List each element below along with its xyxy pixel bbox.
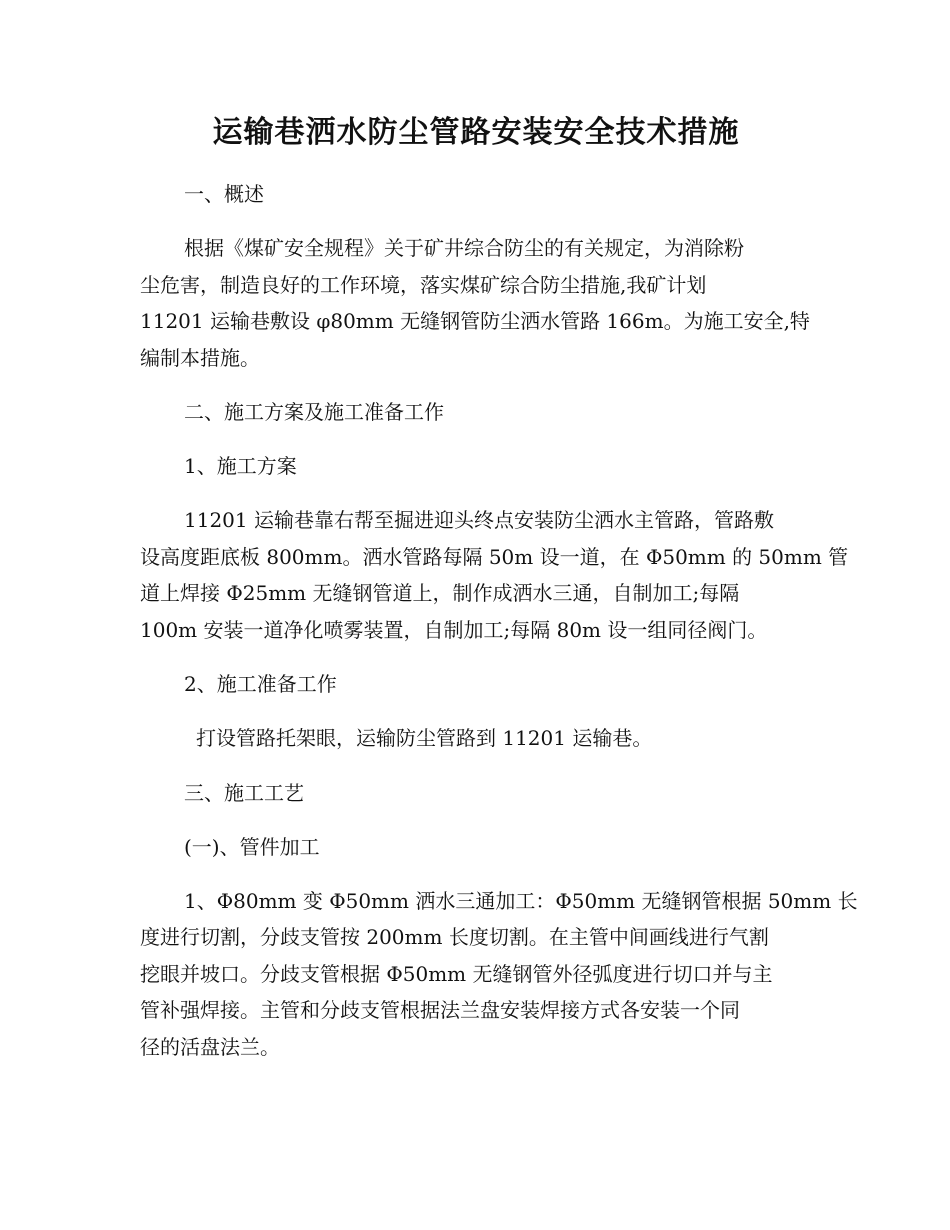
paragraph-line: 设高度距底板 800mm。洒水管路每隔 50m 设一道，在 Φ50mm 的 50mm 管	[140, 544, 849, 569]
preparation-paragraph	[140, 720, 812, 757]
document-page	[140, 108, 858, 1083]
paragraph-line: 径的活盘法兰。	[140, 1034, 280, 1059]
paragraph-line: 编制本措施。	[140, 345, 260, 370]
document-title: 运输巷洒水防尘管路安装安全技术措施	[212, 115, 740, 150]
paragraph-line: 11201 运输巷敷设 φ80mm 无缝钢管防尘洒水管路 166m。为施工安全,特	[140, 309, 810, 333]
paragraph-line: 道上焊接 Φ25mm 无缝钢管道上，制作成洒水三通，自制加工;每隔	[140, 581, 740, 605]
paragraph-line: 度进行切割，分歧支管按 200mm 长度切割。在主管中间画线进行气割	[140, 925, 769, 949]
paragraph-line: 打设管路托架眼，运输防尘管路到 11201 运输巷。	[196, 726, 653, 750]
section-heading-process: 三、施工工艺	[184, 780, 304, 805]
paragraph-line: 100m 安装一道净化喷雾装置，自制加工;每隔 80m 设一组同径阀门。	[140, 617, 768, 642]
plan-paragraph	[140, 502, 849, 648]
paragraph-line: 1、Φ80mm 变 Φ50mm 洒水三通加工：Φ50mm 无缝钢管根据 50mm 长	[184, 888, 858, 913]
paragraph-line: 挖眼并坡口。分歧支管根据 Φ50mm 无缝钢管外径弧度进行切口并与主	[140, 961, 773, 986]
subheading-fitting-processing: (一)、管件加工	[184, 834, 320, 859]
paragraph-line: 尘危害，制造良好的工作环境，落实煤矿综合防尘措施,我矿计划	[140, 272, 707, 297]
subheading-preparation: 2、施工准备工作	[184, 672, 337, 696]
paragraph-line: 根据《煤矿安全规程》关于矿井综合防尘的有关规定，为消除粉	[184, 236, 744, 260]
section-heading-plan: 二、施工方案及施工准备工作	[184, 400, 444, 424]
section-heading-overview: 一、概述	[184, 182, 264, 206]
overview-paragraph	[140, 230, 812, 376]
subheading-plan: 1、施工方案	[184, 454, 297, 478]
paragraph-line: 管补强焊接。主管和分歧支管根据法兰盘安装焊接方式各安装一个同	[140, 998, 740, 1022]
paragraph-line: 11201 运输巷靠右帮至掘进迎头终点安装防尘洒水主管路，管路敷	[184, 508, 774, 532]
process-paragraph	[140, 883, 858, 1066]
